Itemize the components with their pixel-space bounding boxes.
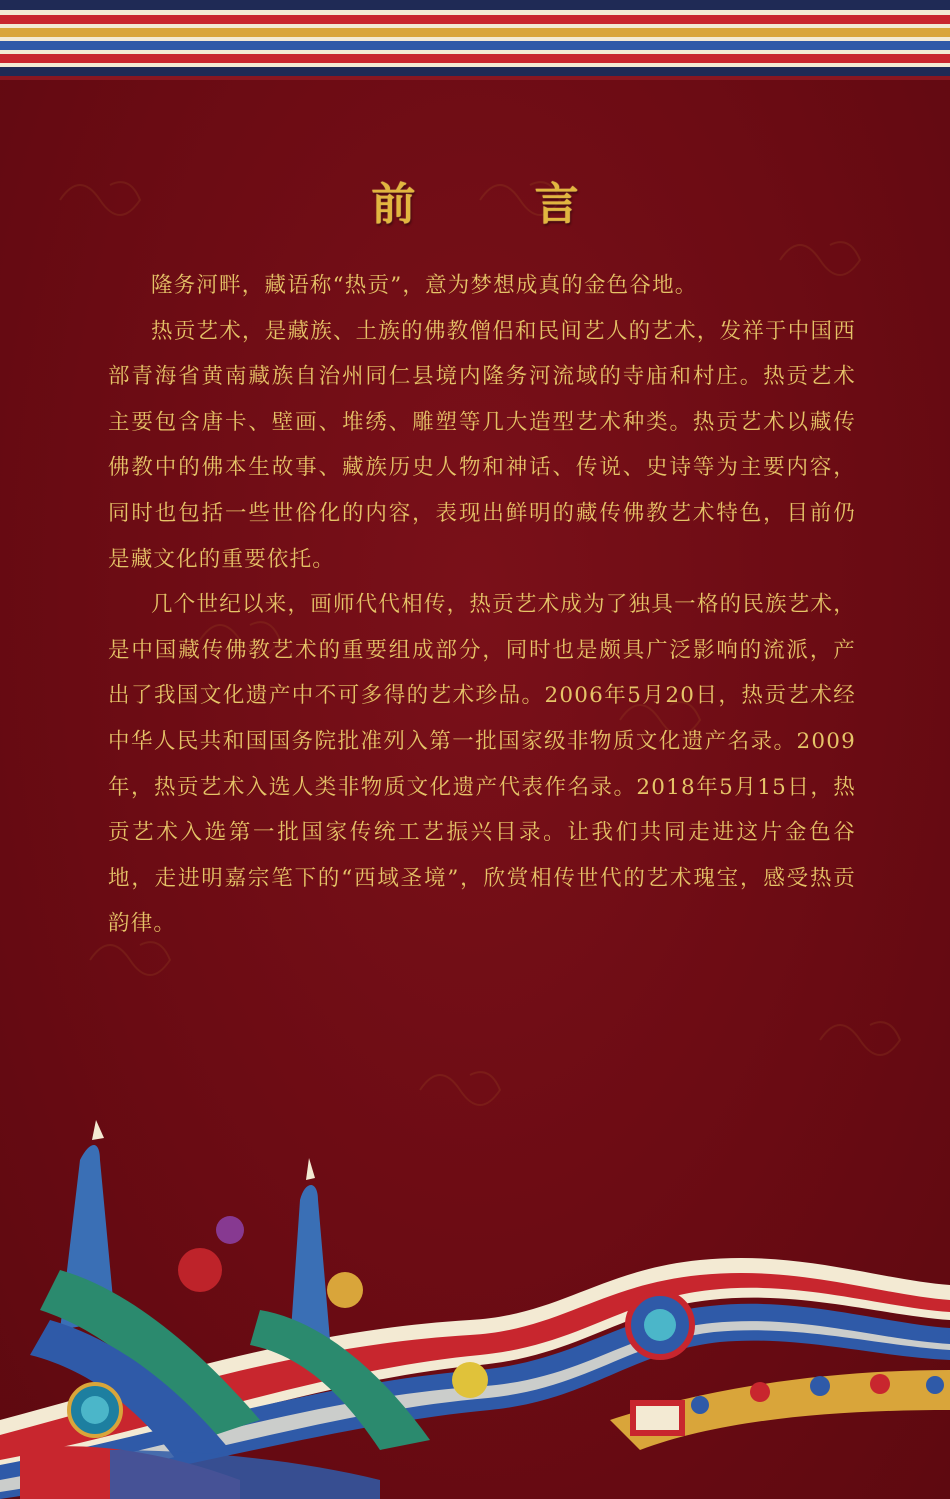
top-stripe-band bbox=[0, 0, 950, 80]
page-title: 前 言 bbox=[371, 179, 631, 230]
dragon-medallion bbox=[628, 1293, 692, 1436]
temple-roof-ornament bbox=[0, 1120, 950, 1499]
paragraph-1: 隆务河畔，藏语称“热贡”，意为梦想成真的金色谷地。 bbox=[151, 273, 698, 298]
preface-body bbox=[108, 263, 856, 947]
paragraph-2: 热贡艺术，是藏族、土族的佛教僧侣和民间艺人的艺术，发祥于中国西部青海省黄南藏族自治州同仁县境内隆务河流域的寺庙和村庄。热贡艺术主要包含唐卡、壁画、堆绣、雕塑等几大造型艺术种类。热贡艺术以藏传佛教中的佛本生故事、藏族历史人物和神话、传说、史诗等为主要内容，同时也包括一些世俗化的内容，表现出鲜明的藏传佛教艺术特色，目前仍是藏文化的重要依托。 bbox=[108, 318, 856, 572]
paragraph-3: 几个世纪以来，画师代代相传，热贡艺术成为了独具一格的民族艺术，是中国藏传佛教艺术的重要组成部分，同时也是颇具广泛影响的流派，产出了我国文化遗产中不可多得的艺术珍品。2006年5月20日，热贡艺术经中华人民共和国国务院批准列入第一批国家级非物质文化遗产名录。2009年，热贡艺术入选人类非物质文化遗产代表作名录。2018年5月15日，热贡艺术入选第一批国家传统工艺振兴目录。让我们共同走进这片金色谷地，走进明嘉宗笔下的“西域圣境”，欣赏相传世代的艺术瑰宝，感受热贡韵律。 bbox=[108, 592, 856, 937]
